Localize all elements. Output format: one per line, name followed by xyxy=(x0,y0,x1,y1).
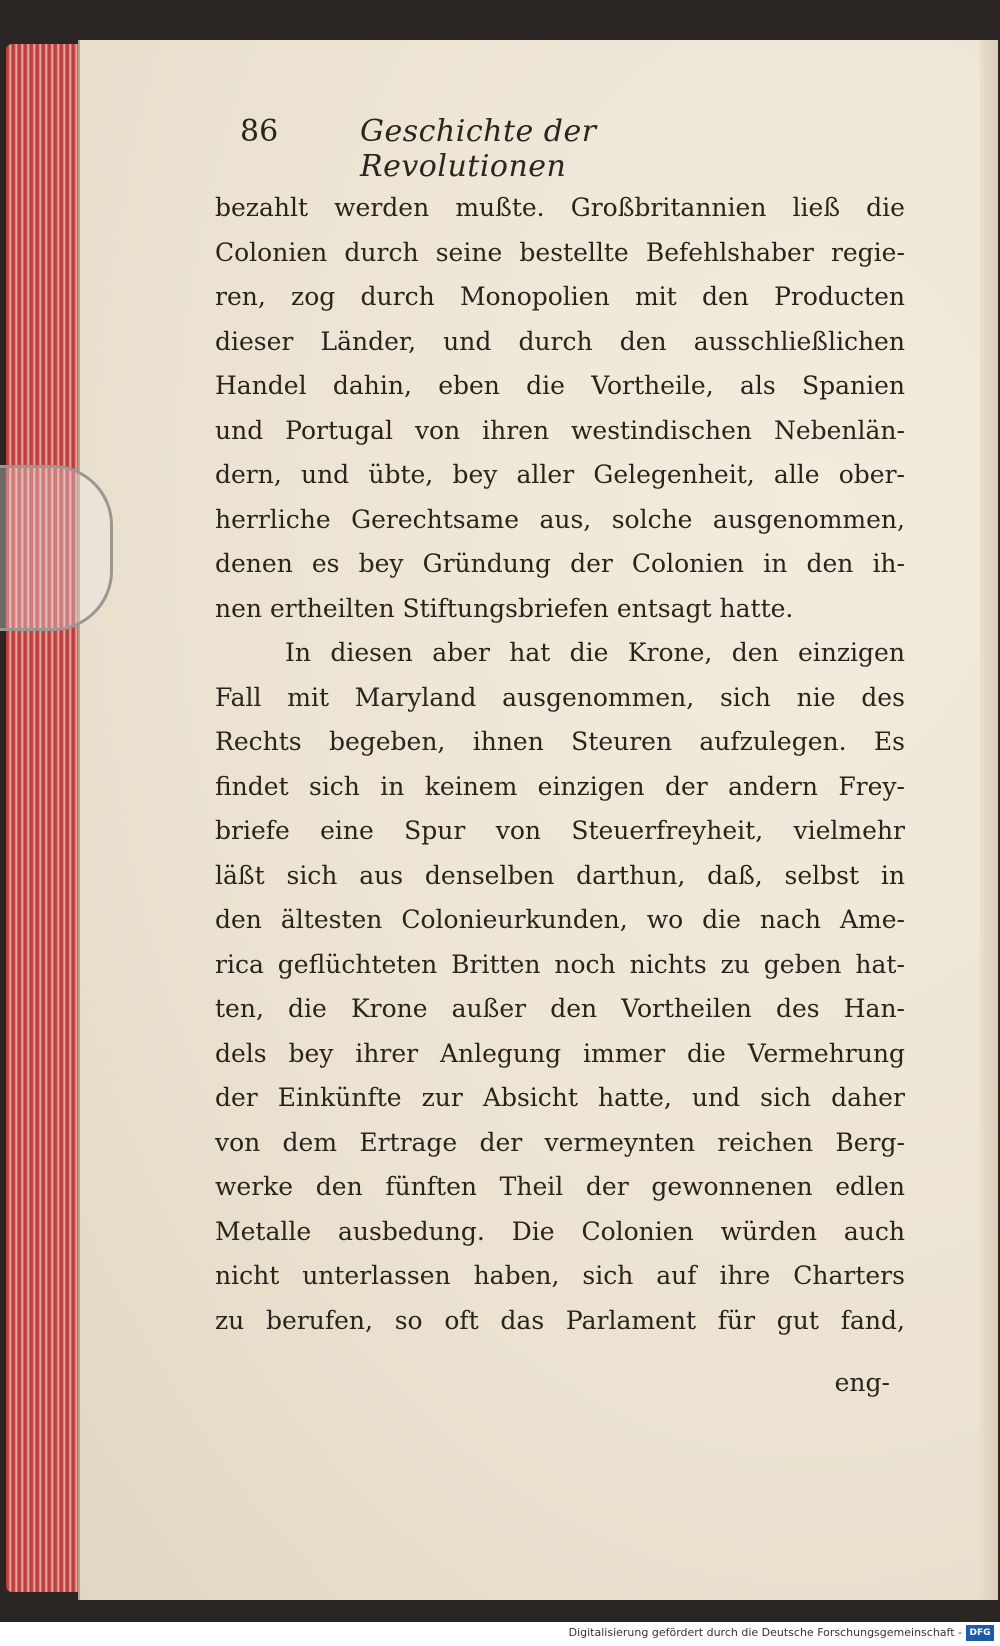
text-line: briefe eine Spur von Steuerfreyheit, vielmehr xyxy=(215,816,905,845)
text-line: dern, und übte, bey aller Gelegenheit, alle ober- xyxy=(215,460,905,489)
text-line: ten, die Krone außer den Vortheilen des Han- xyxy=(215,994,905,1023)
page-gutter-shadow xyxy=(980,40,998,1600)
funding-credit: Digitalisierung gefördert durch die Deutsche Forschungsgemeinschaft - xyxy=(568,1626,962,1639)
text-line: zu berufen, so oft das Parlament für gut fand, xyxy=(215,1305,905,1335)
body-text xyxy=(215,186,905,1343)
text-line: und Portugal von ihren westindischen Nebenlän- xyxy=(215,415,905,445)
viewer-footer xyxy=(0,1622,1000,1646)
dfg-logo: DFG xyxy=(966,1625,994,1641)
text-line: nen ertheilten Stiftungsbriefen entsagt hatte. xyxy=(215,593,794,623)
text-line: ren, zog durch Monopolien mit den Producten xyxy=(215,282,905,311)
text-line: dieser Länder, und durch den ausschließlichen xyxy=(215,326,905,356)
text-line: bezahlt werden mußte. Großbritannien ließ die xyxy=(215,193,905,222)
page-number: 86 xyxy=(240,114,279,149)
text-line: von dem Ertrage der vermeynten reichen Berg- xyxy=(215,1127,905,1157)
text-line: herrliche Gerechtsame aus, solche ausgenommen, xyxy=(215,504,905,534)
text-line: Rechts begeben, ihnen Steuren aufzulegen. Es xyxy=(215,727,905,756)
catchword: eng- xyxy=(834,1368,890,1397)
text-line: Handel dahin, eben die Vortheile, als Spanien xyxy=(215,371,905,400)
text-line: läßt sich aus denselben darthun, daß, selbst in xyxy=(215,860,905,890)
text-line: werke den fünften Theil der gewonnenen edlen xyxy=(215,1172,905,1201)
text-line: den ältesten Colonieurkunden, wo die nach Ame- xyxy=(215,905,905,934)
text-line: dels bey ihrer Anlegung immer die Vermehrung xyxy=(215,1038,905,1068)
text-line: Colonien durch seine bestellte Befehlshaber regie- xyxy=(215,237,905,267)
page-clip xyxy=(0,465,113,631)
text-line: Metalle ausbedung. Die Colonien würden auch xyxy=(215,1216,905,1246)
text-line: findet sich in keinem einzigen der andern Frey- xyxy=(215,771,905,801)
running-title: Geschichte der Revolutionen xyxy=(360,114,597,184)
book-fore-edge xyxy=(6,44,86,1592)
text-line: Fall mit Maryland ausgenommen, sich nie des xyxy=(215,682,905,712)
text-line: rica geflüchteten Britten noch nichts zu geben hat- xyxy=(215,949,905,979)
text-line: In diesen aber hat die Krone, den einzigen xyxy=(285,638,905,667)
text-line: der Einkünfte zur Absicht hatte, und sich daher xyxy=(215,1083,905,1112)
text-line: denen es bey Gründung der Colonien in den ih- xyxy=(215,549,905,578)
text-line: nicht unterlassen haben, sich auf ihre Charters xyxy=(215,1261,905,1290)
